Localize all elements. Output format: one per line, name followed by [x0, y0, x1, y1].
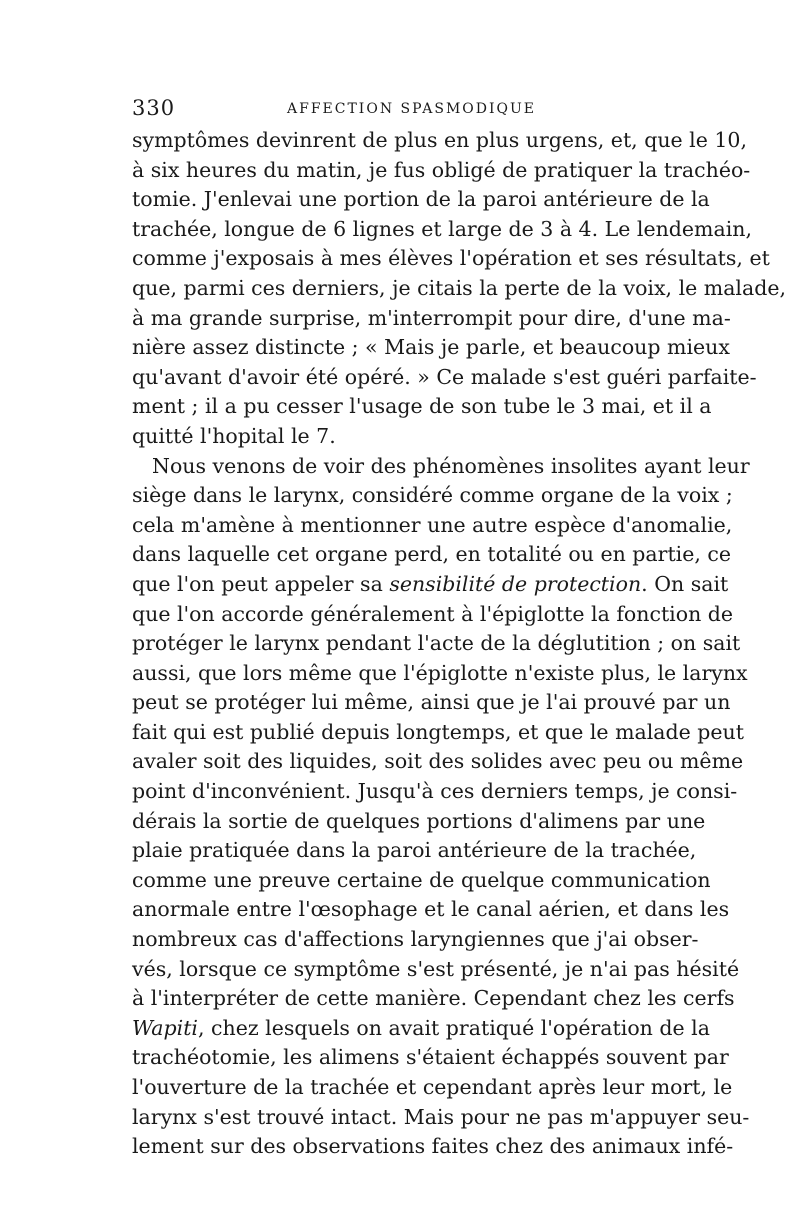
- text-line: à l'interpréter de cette manière. Cependant chez les cerfs: [132, 986, 735, 1011]
- text-segment: que l'on peut appeler sa: [132, 571, 390, 596]
- text-line: comme une preuve certaine de quelque communication: [132, 867, 711, 892]
- text-line: anormale entre l'œsophage et le canal aérien, et dans les: [132, 897, 730, 922]
- text-line: lement sur des observations faites chez des animaux infé-: [132, 1134, 734, 1159]
- text-line: dans laquelle cet organe perd, en totalité ou en partie, ce: [132, 542, 732, 567]
- text-line: larynx s'est trouvé intact. Mais pour ne pas m'appuyer seu-: [132, 1104, 750, 1129]
- text-line: avaler soit des liquides, soit des solides avec peu ou même: [132, 749, 744, 774]
- text-line: ment ; il a pu cesser l'usage de son tube le 3 mai, et il a: [132, 394, 712, 419]
- text-line: nombreux cas d'affections laryngiennes que j'ai obser-: [132, 927, 699, 952]
- text-line: vés, lorsque ce symptôme s'est présenté, je n'ai pas hésité: [132, 956, 740, 981]
- text-line: cela m'amène à mentionner une autre espèce d'anomalie,: [132, 512, 733, 537]
- text-line: quitté l'hopital le 7.: [132, 423, 336, 448]
- running-head: AFFECTION SPASMODIQUE: [287, 101, 537, 117]
- text-line: comme j'exposais à mes élèves l'opération et ses résultats, et: [132, 246, 770, 271]
- text-line: point d'inconvénient. Jusqu'à ces derniers temps, je consi-: [132, 779, 738, 804]
- text-segment: . On sait: [641, 571, 729, 596]
- text-line: qu'avant d'avoir été opéré. » Ce malade s'est guéri parfaite-: [132, 364, 757, 389]
- text-line: siège dans le larynx, considéré comme organe de la voix ;: [132, 483, 733, 508]
- text-line: l'ouverture de la trachée et cependant après leur mort, le: [132, 1075, 733, 1099]
- text-segment: , chez lesquels on avait pratiqué l'opération de la: [197, 1015, 710, 1040]
- text-line: plaie pratiquée dans la paroi antérieure de la trachée,: [132, 838, 697, 863]
- text-line: protéger le larynx pendant l'acte de la déglutition ; on sait: [132, 631, 741, 656]
- text-line: à six heures du matin, je fus obligé de pratiquer la trachéo-: [132, 157, 751, 182]
- text-line: que, parmi ces derniers, je citais la perte de la voix, le malade,: [132, 275, 786, 300]
- text-line: aussi, que lors même que l'épiglotte n'existe plus, le larynx: [132, 660, 748, 685]
- page-number: 330: [132, 96, 176, 120]
- text-line: à ma grande surprise, m'interrompit pour dire, d'une ma-: [132, 305, 731, 330]
- body-text: [132, 126, 786, 1162]
- text-line: trachéotomie, les alimens s'étaient échappés souvent par: [132, 1045, 729, 1070]
- text-line: tomie. J'enlevai une portion de la paroi antérieure de la: [132, 187, 710, 212]
- text-line: que l'on accorde généralement à l'épiglotte la fonction de: [132, 601, 734, 626]
- text-line: trachée, longue de 6 lignes et large de 3 à 4. Le lendemain,: [132, 216, 752, 241]
- text-line: dérais la sortie de quelques portions d'alimens par une: [132, 808, 706, 833]
- text-line: peut se protéger lui même, ainsi que je l'ai prouvé par un: [132, 690, 731, 715]
- text-line: fait qui est publié depuis longtemps, et que le malade peut: [132, 719, 744, 744]
- text-line: symptômes devinrent de plus en plus urgens, et, que le 10,: [132, 128, 747, 152]
- italic-term: sensibilité de protection: [389, 571, 642, 596]
- text-line: Nous venons de voir des phénomènes insolites ayant leur: [152, 453, 750, 478]
- text-line: nière assez distincte ; « Mais je parle, et beaucoup mieux: [132, 335, 730, 360]
- text-line-mixed: [132, 570, 729, 600]
- page-header: [132, 96, 664, 126]
- italic-term: Wapiti: [132, 1015, 198, 1040]
- text-line-mixed: [132, 1014, 710, 1044]
